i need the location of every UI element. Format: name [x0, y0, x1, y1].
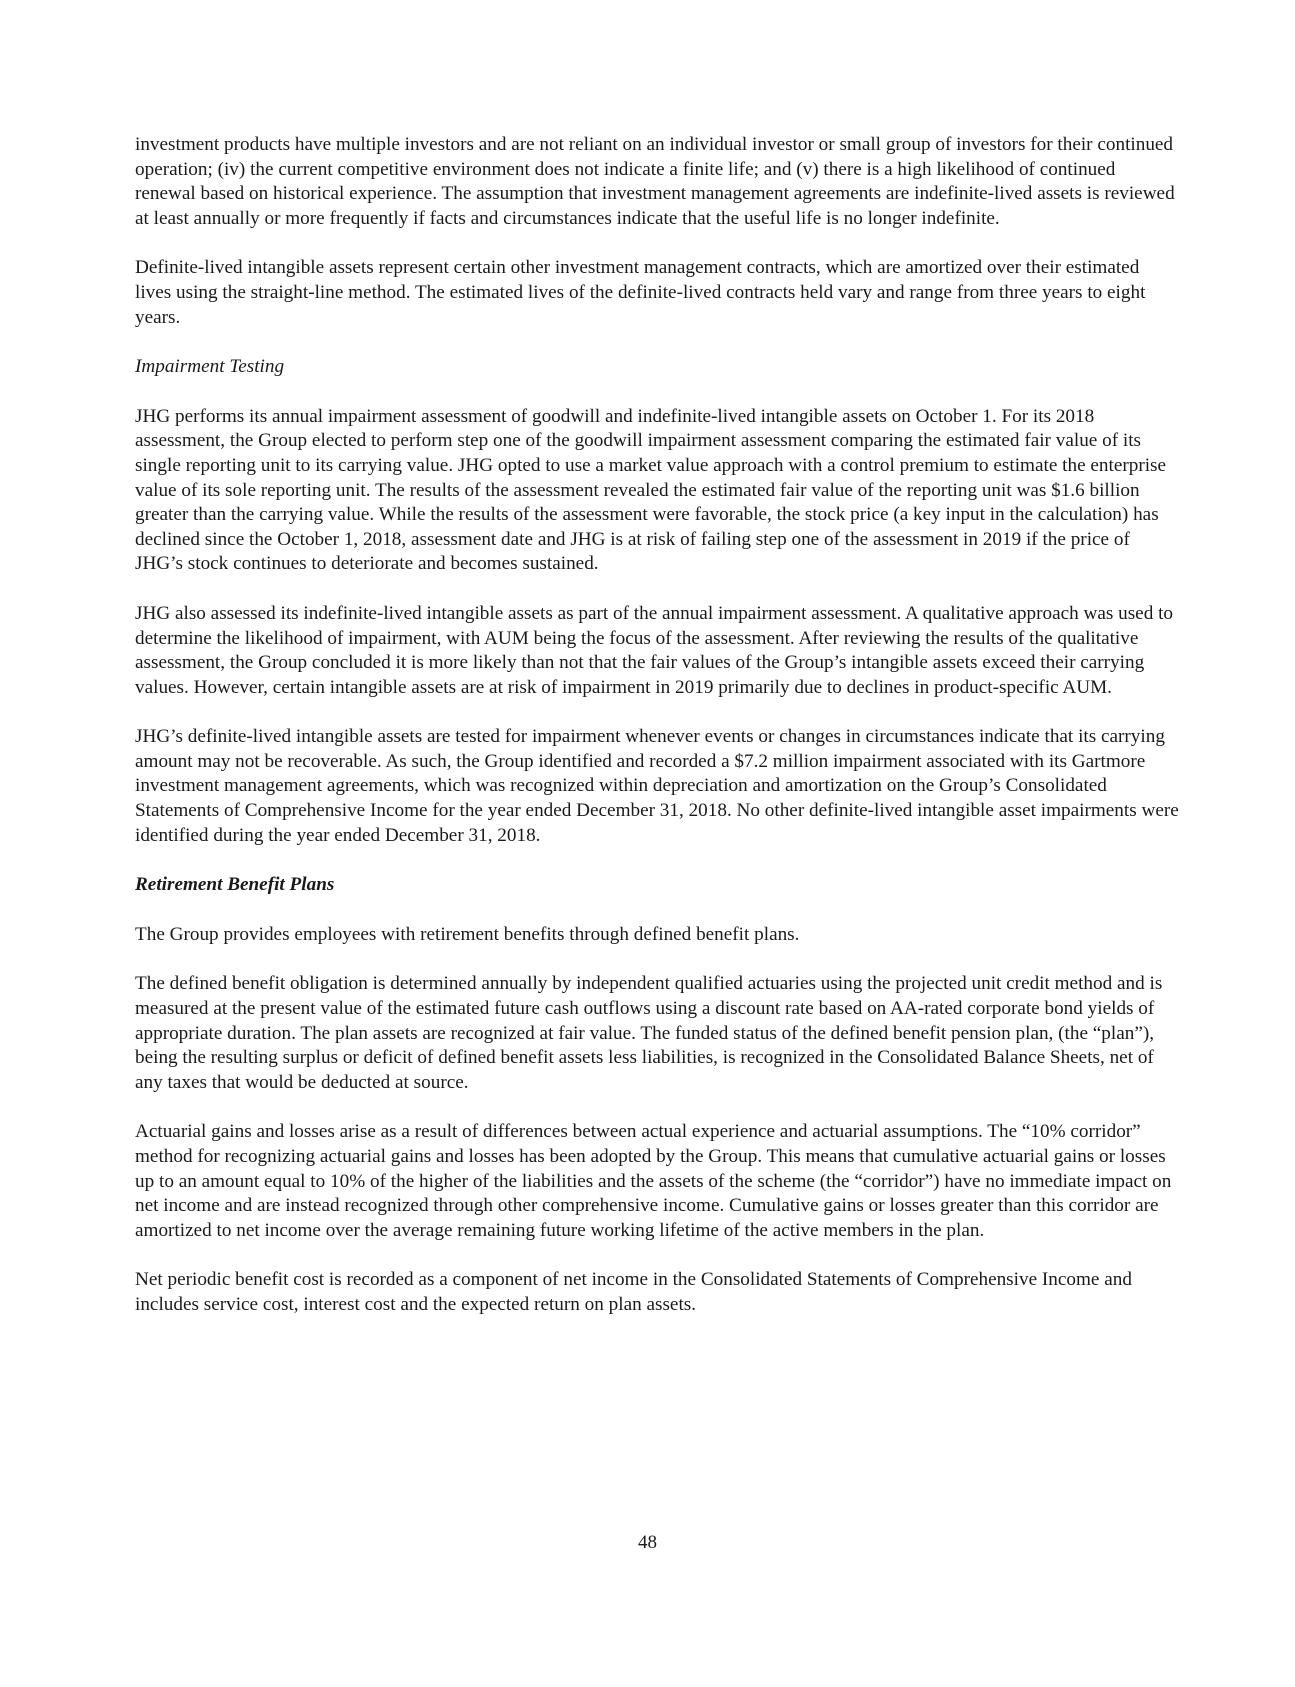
paragraph-indefinite-life-continued: investment products have multiple investors and are not reliant on an individual investor or small group of investors for their continued operation; (iv) the current competitive environment does not indicate a finite life; and (v) there is a high likelihood of continued renewal based on historical experience. The assumption that investment management agreements are indefinite-lived assets is reviewed at least annually or more frequently if facts and circumstances indicate that the useful life is no longer indefinite.	[135, 134, 1175, 229]
paragraph-definite-lived-impairment: JHG’s definite-lived intangible assets are tested for impairment whenever events or changes in circumstances indicate that its carrying amount may not be recoverable. As such, the Group identified and recorded a $7.2 million impairment associated with its Gartmore investment management agreements, which was recognized within depreciation and amortization on the Group’s Consolidated Statements of Comprehensive Income for the year ended December 31, 2018. No other definite-lived intangible asset impairments were identified during the year ended December 31, 2018.	[135, 726, 1179, 846]
page-number: 48	[638, 1532, 657, 1553]
paragraph-retirement-benefits: The Group provides employees with retirement benefits through defined benefit plans.	[135, 923, 800, 945]
paragraph-net-periodic-benefit-cost: Net periodic benefit cost is recorded as a component of net income in the Consolidated Statements of Comprehensive Income and includes service cost, interest cost and the expected return on plan assets.	[135, 1269, 1132, 1315]
section-heading-retirement-benefit-plans: Retirement Benefit Plans	[135, 874, 335, 896]
document-body	[135, 133, 1180, 1343]
paragraph-indefinite-lived-impairment: JHG also assessed its indefinite-lived intangible assets as part of the annual impairment assessment. A qualitative approach was used to determine the likelihood of impairment, with AUM being the focus of the assessment. After reviewing the results of the qualitative assessment, the Group concluded it is more likely than not that the fair values of the Group’s intangible assets exceed their carrying values. However, certain intangible assets are at risk of impairment in 2019 primarily due to declines in product-specific AUM.	[135, 602, 1174, 698]
paragraph-actuarial-gains-losses: Actuarial gains and losses arise as a result of differences between actual experience and actuarial assumptions. The “10% corridor” method for recognizing actuarial gains and losses has been adopted by the Group. This means that cumulative actuarial gains or losses up to an amount equal to 10% of the higher of the liabilities and the assets of the scheme (the “corridor”) have no immediate impact on net income and are instead recognized through other comprehensive income. Cumulative gains or losses greater than this corridor are amortized to net income over the average remaining future working lifetime of the active members in the plan.	[135, 1121, 1172, 1241]
paragraph-defined-benefit-obligation: The defined benefit obligation is determined annually by independent qualified actuaries using the projected unit credit method and is measured at the present value of the estimated future cash outflows using a discount rate based on AA-rated corporate bond yields of appropriate duration. The plan assets are recognized at fair value. The funded status of the defined benefit pension plan, (the “plan”), being the resulting surplus or deficit of defined benefit assets less liabilities, is recognized in the Consolidated Balance Sheets, net of any taxes that would be deducted at source.	[135, 973, 1163, 1093]
paragraph-goodwill-impairment: JHG performs its annual impairment assessment of goodwill and indefinite-lived intangible assets on October 1. For its 2018 assessment, the Group elected to perform step one of the goodwill impairment assessment comparing the estimated fair value of its single reporting unit to its carrying value. JHG opted to use a market value approach with a control premium to estimate the enterprise value of its sole reporting unit. The results of the assessment revealed the estimated fair value of the reporting unit was $1.6 billion greater than the carrying value. While the results of the assessment were favorable, the stock price (a key input in the calculation) has declined since the October 1, 2018, assessment date and JHG is at risk of failing step one of the assessment in 2019 if the price of JHG’s stock continues to deteriorate and becomes sustained.	[135, 405, 1167, 575]
paragraph-definite-lived-assets: Definite-lived intangible assets represent certain other investment management contracts, which are amortized over their estimated lives using the straight-line method. The estimated lives of the definite-lived contracts held vary and range from three years to eight years.	[135, 257, 1146, 328]
section-heading-impairment-testing: Impairment Testing	[135, 356, 285, 378]
